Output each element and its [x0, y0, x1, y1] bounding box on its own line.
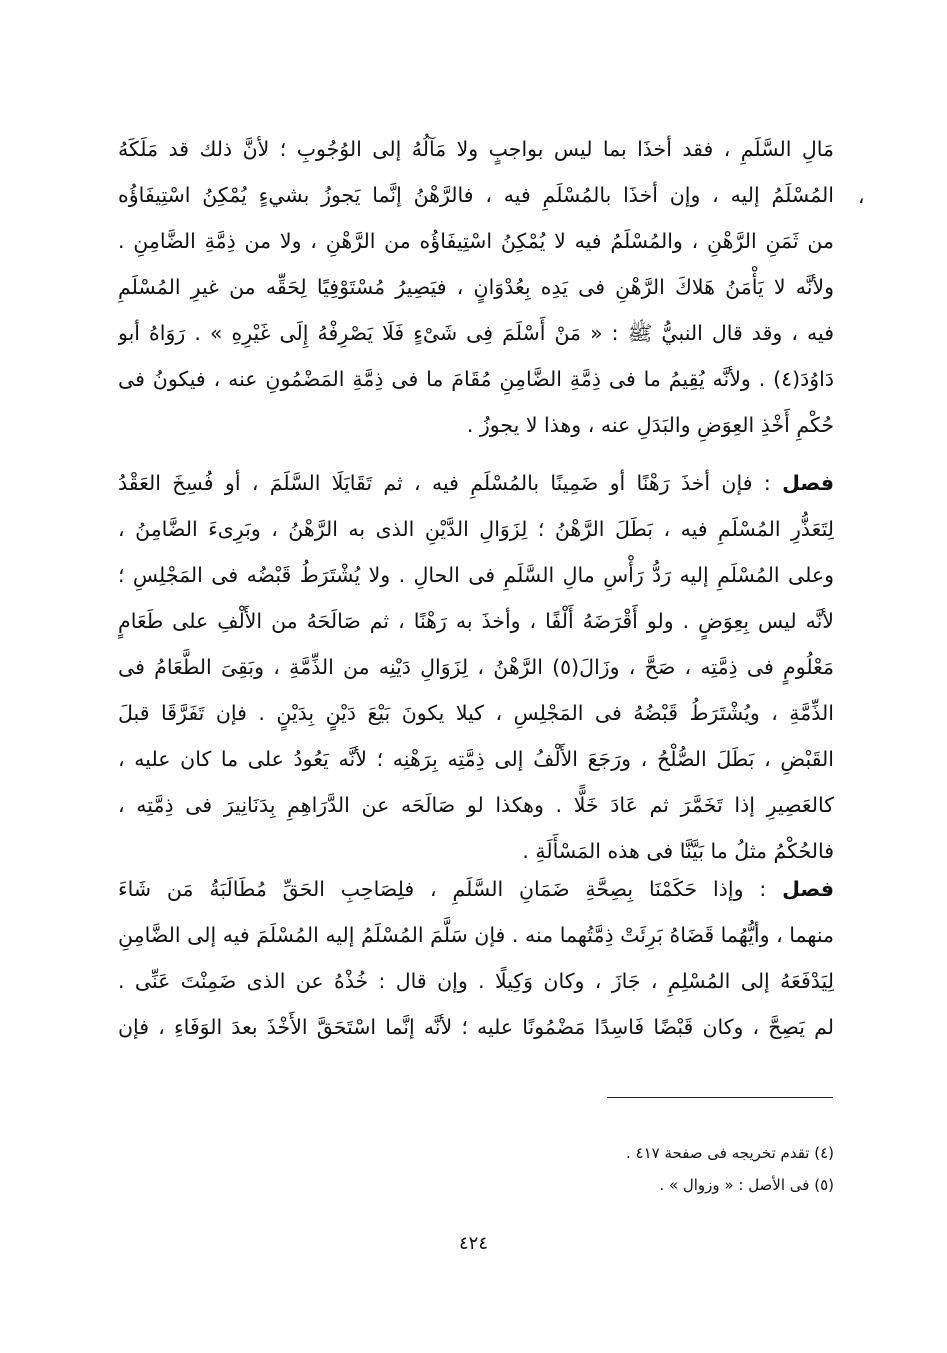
text-line: لم يَصِحَّ ، وكان قَبْضًا فَاسِدًا مَضْمُونًا عليه ؛ لأنَّه إنَّما اسْتَحَقَّ الأَخْذَ بعدَ الوَفَاءِ ، فإن	[118, 1015, 834, 1039]
footnote-5: (٥) فى الأصل : « وزوال » .	[659, 1176, 834, 1194]
text-line-body: : فإن أخذَ رَهْنًا أو ضَمِينًا بالمُسْلَمِ فيه ، ثم تَقَايَلَا السَّلَمَ ، أو فُسِخَ العَقْدُ	[118, 471, 783, 495]
text-line: مَالِ السَّلَمِ ، فقد أخذَا بما ليس بواجبٍ ولا مَآلُهُ إلى الوُجُوبِ ؛ لأنَّ ذلك قد مَلَكَهُ	[118, 137, 834, 161]
text-line: لأنَّه ليس بِعِوَضٍ . ولو أَقْرَضَهُ أَلْفًا ، وأخذَ به رَهْنًا ، ثم صَالَحَهُ من الأَلْفِ على طَعَامٍ	[118, 609, 834, 633]
paragraph-2	[118, 460, 834, 874]
text-line: منهما ، وأيُّهُما قَضَاهُ بَرِئَتْ ذِمَّتُهما منه . فإن سَلَّمَ المُسْلَمُ إليه المُسْلَمَ فيه إلى الضَّامِنِ	[118, 923, 834, 947]
text-line	[118, 866, 834, 912]
text-line: المُسْلَمُ إليه ، وإن أخذَا بالمُسْلَمِ فيه ، فالرَّهْنُ إنَّما يَجوزُ بشيءٍ يُمْكِنُ اسْتِيفَاؤُه	[118, 183, 834, 207]
text-line	[118, 460, 834, 506]
section-heading: فصل	[782, 471, 834, 495]
text-line: من ثَمَنِ الرَّهْنِ ، والمُسْلَمُ فيه لا يُمْكِنُ اسْتِيفَاؤُه من الرَّهْنِ ، ولا من ذِمَّةِ الضَّامِنِ .	[118, 229, 834, 253]
text-line: مَعْلُومٍ فى ذِمَّتِه ، صَحَّ ، وزَالَ(٥) الرَّهْنُ ، لِزَوَالِ دَيْنِه من الذِّمَّةِ ، وبَقِىَ الطَّعَامُ فى	[118, 655, 834, 679]
text-line: دَاوُدَ(٤) . ولأنَّه يُقِيمُ ما فى ذِمَّةِ الضَّامِنِ مُقَامَ ما فى ذِمَّةِ المَضْمُونِ عنه ، فيكونُ فى	[118, 367, 834, 391]
text-line: فالحُكْمُ مثلُ ما بَيَّنَّا فى هذه المَسْأَلَةِ .	[522, 839, 834, 863]
footnote-divider	[607, 1097, 833, 1098]
footnotes	[400, 1137, 834, 1201]
text-line: لِيَدْفَعَهُ إلى المُسْلِمِ ، جَازَ ، وكان وَكِيلًا . وإن قال : خُذْهُ عن الذى ضَمِنْتَ عَنِّى .	[118, 969, 834, 993]
text-line: فيه ، وقد قال النبيُّ ﷺ : « مَنْ أَسْلَمَ فِى شَىْءٍ فَلَا يَصْرِفْهُ إِلَى غَيْرِهِ » . رَوَاهُ أبو	[118, 321, 834, 345]
text-line: لِتَعَذُّرِ المُسْلَمِ فيه ، بَطَلَ الرَّهْنُ ؛ لِزَوَالِ الدَّيْنِ الذى به الرَّهْنُ ، وبَرِىءَ الضَّامِنُ ،	[118, 517, 834, 541]
text-line: ولأنَّه لا يَأْمَنُ هَلاكَ الرَّهْنِ فى يَدِه بِعُدْوَانٍ ، فيَصِيرُ مُسْتَوْفِيًا لِحَقِّه من غيرِ المُسْلَمِ	[118, 275, 834, 299]
page-number: ٤٢٤	[458, 1233, 488, 1254]
text-line-body: : وإذا حَكَمْنَا بِصِحَّةِ ضَمَانِ السَّلَمِ ، فلِصَاحِبِ الحَقِّ مُطَالَبَةُ مَن شَاءَ	[118, 877, 783, 901]
paragraph-3	[118, 866, 834, 1050]
text-line: وعلى المُسْلَمِ إليه رَدُّ رَأْسِ مالِ السَّلَمِ فى الحالِ . ولا يُشْتَرَطُ قَبْضُه فى المَجْلِسِ ؛	[118, 563, 834, 587]
section-heading: فصل	[782, 877, 834, 901]
text-line: كالعَصِيرِ إذا تَخَمَّرَ ثم عَادَ خَلًّا . وهكذا لو صَالَحَه عن الدَّرَاهِمِ بِدَنَانِيرَ فى ذِمَّتِه ،	[118, 793, 834, 817]
stray-mark: ،	[858, 184, 865, 208]
paragraph-1	[118, 126, 834, 448]
text-line: الذِّمَّةِ ، ويُشْتَرَطُ قَبْضُهُ فى المَجْلِسِ ، كيلا يكونَ بَيْعَ دَيْنٍ بِدَيْنٍ . فإن تَفَرَّقَا قبلَ	[118, 701, 834, 725]
text-line: القَبْضِ ، بَطَلَ الصُّلْحُ ، ورَجَعَ الأَلْفُ إلى ذِمَّتِه بِرَهْنِه ؛ لأنَّه يَعُودُ على ما كان عليه ،	[118, 747, 834, 771]
text-line: حُكْمِ أَخْذِ العِوَضِ والبَدَلِ عنه ، وهذا لا يجوزُ .	[466, 413, 834, 437]
footnote-4: (٤) تقدم تخريجه فى صفحة ٤١٧ .	[625, 1144, 834, 1162]
